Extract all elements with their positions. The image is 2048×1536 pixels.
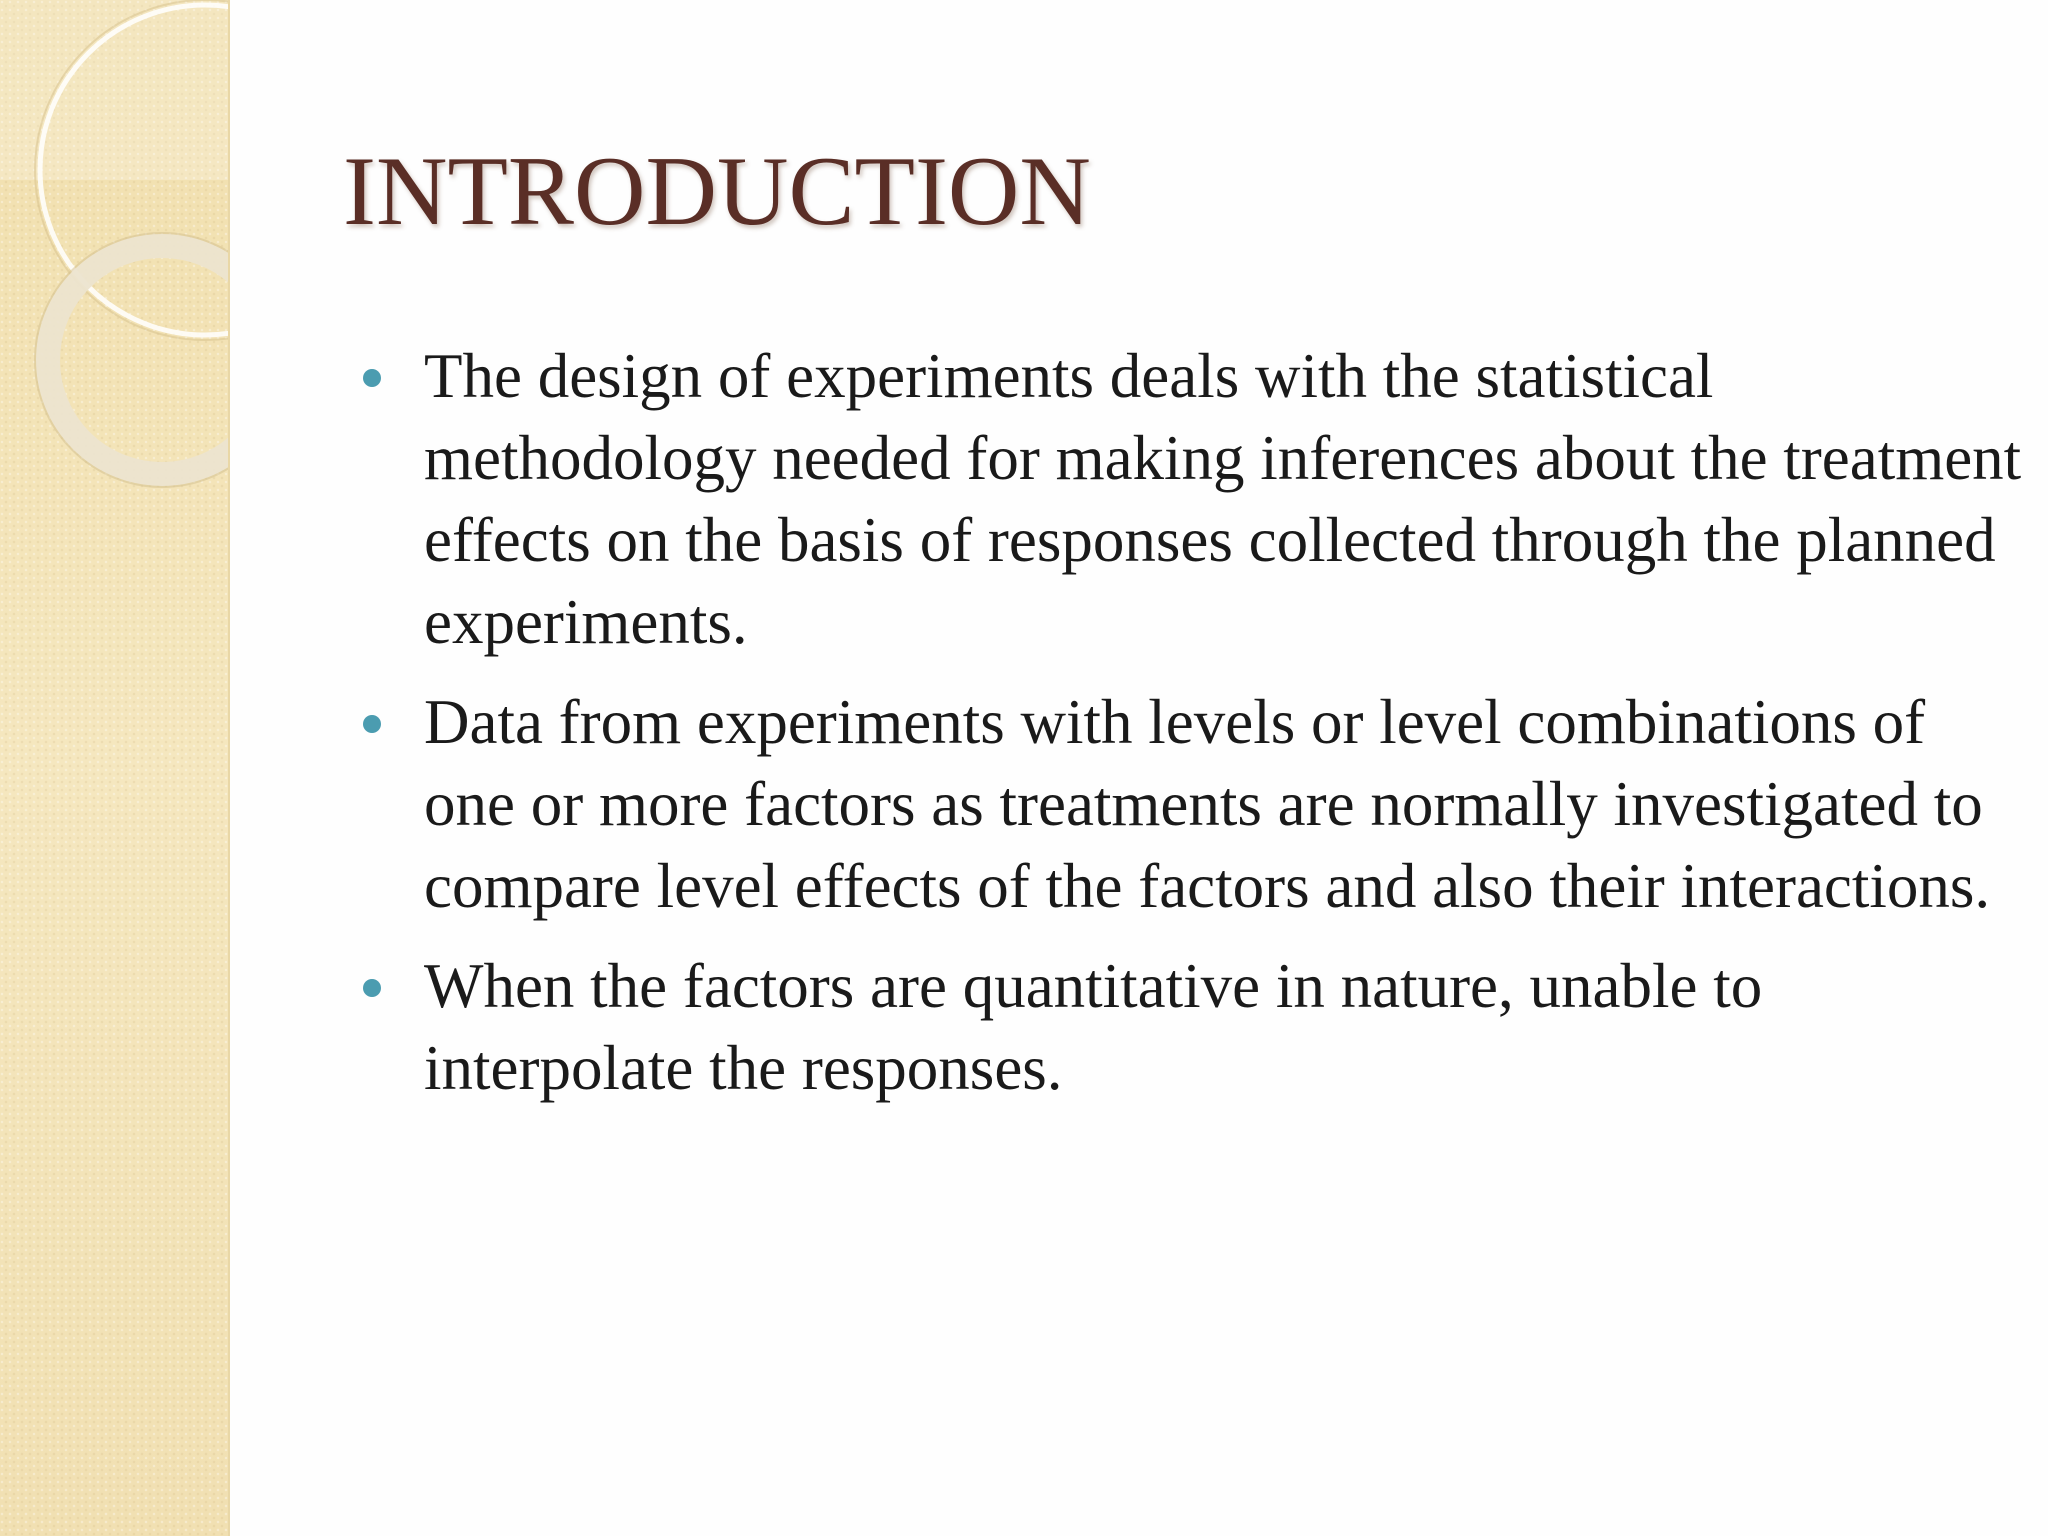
bullet-dot-icon xyxy=(363,369,381,387)
bullet-dot-icon xyxy=(363,715,381,733)
bullet-text: The design of experiments deals with the statistical methodology needed for making inferences about the treatment effects on the basis of responses collected through the planned experiments. xyxy=(424,341,2022,657)
slide-title: INTRODUCTION xyxy=(343,137,1091,246)
bullet-text: When the factors are quantitative in nature, unable to interpolate the responses. xyxy=(424,951,1763,1103)
bullet-item xyxy=(363,681,2023,927)
bullet-item xyxy=(363,945,2023,1109)
bullet-list xyxy=(363,335,2023,1127)
bullet-item xyxy=(363,335,2023,663)
bullet-text: Data from experiments with levels or level combinations of one or more factors as treatments are normally investigated to compare level effects of the factors and also their interactions. xyxy=(424,687,1991,921)
side-decor-band xyxy=(0,0,230,1536)
decorative-rings-icon xyxy=(0,0,228,520)
bullet-dot-icon xyxy=(363,979,381,997)
